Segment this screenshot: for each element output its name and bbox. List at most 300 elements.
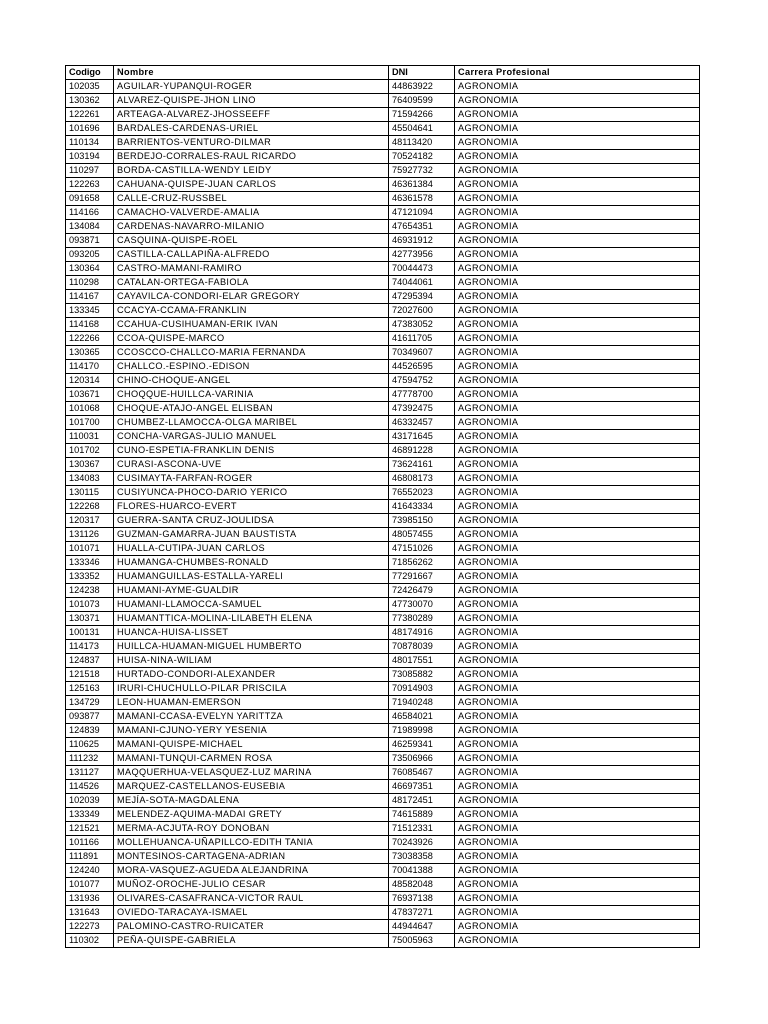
table-row [66,402,700,416]
cell-codigo: 102035 [66,80,114,94]
table-row [66,206,700,220]
cell-dni: 48017551 [389,654,455,668]
cell-codigo: 114173 [66,640,114,654]
table-row [66,248,700,262]
cell-codigo: 110031 [66,430,114,444]
cell-codigo: 102039 [66,794,114,808]
cell-codigo: 101702 [66,444,114,458]
cell-nombre: MAMANI-CCASA-EVELYN YARITTZA [114,710,389,724]
table-row [66,542,700,556]
cell-carrera: AGRONOMIA [455,696,700,710]
cell-nombre: CASTILLA-CALLAPIÑA-ALFREDO [114,248,389,262]
cell-codigo: 122266 [66,332,114,346]
cell-nombre: PALOMINO-CASTRO-RUICATER [114,920,389,934]
cell-dni: 47594752 [389,374,455,388]
cell-carrera: AGRONOMIA [455,626,700,640]
cell-carrera: AGRONOMIA [455,458,700,472]
cell-dni: 43171645 [389,430,455,444]
cell-nombre: FLORES-HUARCO-EVERT [114,500,389,514]
cell-codigo: 131643 [66,906,114,920]
cell-carrera: AGRONOMIA [455,514,700,528]
cell-codigo: 133349 [66,808,114,822]
cell-nombre: HUAMANI-AYME-GUALDIR [114,584,389,598]
table-row [66,150,700,164]
table-body [66,66,700,948]
table-row [66,122,700,136]
header-nombre: Nombre [114,66,389,80]
cell-codigo: 100131 [66,626,114,640]
cell-dni: 70524182 [389,150,455,164]
table-row [66,822,700,836]
cell-dni: 72027600 [389,304,455,318]
cell-carrera: AGRONOMIA [455,444,700,458]
cell-carrera: AGRONOMIA [455,710,700,724]
cell-nombre: CALLE-CRUZ-RUSSBEL [114,192,389,206]
student-roster-table [65,65,700,948]
cell-nombre: HUALLA-CUTIPA-JUAN CARLOS [114,542,389,556]
cell-nombre: BARRIENTOS-VENTURO-DILMAR [114,136,389,150]
cell-carrera: AGRONOMIA [455,80,700,94]
table-row [66,444,700,458]
cell-codigo: 130371 [66,612,114,626]
cell-dni: 47121094 [389,206,455,220]
cell-dni: 44863922 [389,80,455,94]
table-row [66,668,700,682]
cell-dni: 73506966 [389,752,455,766]
cell-codigo: 120317 [66,514,114,528]
cell-nombre: MELENDEZ-AQUIMA-MADAI GRETY [114,808,389,822]
cell-nombre: CAHUANA-QUISPE-JUAN CARLOS [114,178,389,192]
table-row [66,920,700,934]
cell-codigo: 093871 [66,234,114,248]
cell-dni: 73624161 [389,458,455,472]
cell-dni: 44526595 [389,360,455,374]
cell-nombre: MONTESINOS-CARTAGENA-ADRIAN [114,850,389,864]
cell-dni: 41611705 [389,332,455,346]
cell-codigo: 133345 [66,304,114,318]
cell-nombre: CHALLCO.-ESPINO.-EDISON [114,360,389,374]
cell-codigo: 124837 [66,654,114,668]
cell-codigo: 101700 [66,416,114,430]
cell-carrera: AGRONOMIA [455,402,700,416]
table-row [66,696,700,710]
cell-carrera: AGRONOMIA [455,612,700,626]
cell-carrera: AGRONOMIA [455,542,700,556]
table-row [66,794,700,808]
cell-carrera: AGRONOMIA [455,234,700,248]
cell-codigo: 091658 [66,192,114,206]
cell-nombre: MORA-VASQUEZ-AGUEDA ALEJANDRINA [114,864,389,878]
cell-nombre: CUSIMAYTA-FARFAN-ROGER [114,472,389,486]
cell-nombre: MUÑOZ-OROCHE-JULIO CESAR [114,878,389,892]
cell-codigo: 122263 [66,178,114,192]
cell-dni: 46808173 [389,472,455,486]
cell-dni: 74615889 [389,808,455,822]
cell-carrera: AGRONOMIA [455,192,700,206]
table-row [66,178,700,192]
table-row [66,136,700,150]
cell-carrera: AGRONOMIA [455,850,700,864]
table-row [66,514,700,528]
cell-nombre: OVIEDO-TARACAYA-ISMAEL [114,906,389,920]
cell-dni: 44944647 [389,920,455,934]
cell-dni: 71989998 [389,724,455,738]
cell-codigo: 134084 [66,220,114,234]
table-row [66,906,700,920]
cell-carrera: AGRONOMIA [455,136,700,150]
cell-nombre: IRURI-CHUCHULLO-PILAR PRISCILA [114,682,389,696]
cell-dni: 71856262 [389,556,455,570]
cell-nombre: HUAMANI-LLAMOCCA-SAMUEL [114,598,389,612]
cell-nombre: HUILLCA-HUAMAN-MIGUEL HUMBERTO [114,640,389,654]
cell-codigo: 131127 [66,766,114,780]
cell-dni: 47778700 [389,388,455,402]
table-row [66,388,700,402]
cell-nombre: CHINO-CHOQUE-ANGEL [114,374,389,388]
table-row [66,878,700,892]
cell-carrera: AGRONOMIA [455,738,700,752]
cell-dni: 48582048 [389,878,455,892]
cell-nombre: MAQQUERHUA-VELASQUEZ-LUZ MARINA [114,766,389,780]
cell-codigo: 114168 [66,318,114,332]
cell-codigo: 130364 [66,262,114,276]
cell-dni: 72426479 [389,584,455,598]
cell-dni: 71940248 [389,696,455,710]
cell-dni: 47392475 [389,402,455,416]
cell-dni: 47151026 [389,542,455,556]
cell-codigo: 124240 [66,864,114,878]
cell-nombre: MOLLEHUANCA-UÑAPILLCO-EDITH TANIA [114,836,389,850]
cell-dni: 76085467 [389,766,455,780]
cell-codigo: 114167 [66,290,114,304]
cell-nombre: GUERRA-SANTA CRUZ-JOULIDSA [114,514,389,528]
cell-nombre: HURTADO-CONDORI-ALEXANDER [114,668,389,682]
table-row [66,486,700,500]
cell-carrera: AGRONOMIA [455,836,700,850]
cell-dni: 47383052 [389,318,455,332]
table-row [66,682,700,696]
cell-dni: 71512331 [389,822,455,836]
cell-dni: 47837271 [389,906,455,920]
cell-codigo: 134083 [66,472,114,486]
cell-codigo: 114170 [66,360,114,374]
cell-carrera: AGRONOMIA [455,598,700,612]
table-row [66,304,700,318]
cell-carrera: AGRONOMIA [455,304,700,318]
cell-carrera: AGRONOMIA [455,528,700,542]
cell-dni: 46697351 [389,780,455,794]
cell-carrera: AGRONOMIA [455,570,700,584]
cell-nombre: BORDA-CASTILLA-WENDY LEIDY [114,164,389,178]
cell-carrera: AGRONOMIA [455,584,700,598]
cell-nombre: CUNO-ESPETIA-FRANKLIN DENIS [114,444,389,458]
cell-dni: 71594266 [389,108,455,122]
cell-codigo: 103671 [66,388,114,402]
cell-dni: 46332457 [389,416,455,430]
cell-codigo: 101696 [66,122,114,136]
table-row [66,276,700,290]
cell-nombre: ALVAREZ-QUISPE-JHON LINO [114,94,389,108]
cell-codigo: 131936 [66,892,114,906]
cell-dni: 73038358 [389,850,455,864]
cell-dni: 48057455 [389,528,455,542]
table-row [66,640,700,654]
cell-nombre: CATALAN-ORTEGA-FABIOLA [114,276,389,290]
cell-nombre: HUAMANGUILLAS-ESTALLA-YARELI [114,570,389,584]
cell-dni: 48113420 [389,136,455,150]
table-row [66,724,700,738]
table-row [66,430,700,444]
cell-codigo: 124238 [66,584,114,598]
cell-dni: 77380289 [389,612,455,626]
cell-carrera: AGRONOMIA [455,486,700,500]
cell-carrera: AGRONOMIA [455,934,700,948]
cell-dni: 70044473 [389,262,455,276]
cell-carrera: AGRONOMIA [455,822,700,836]
table-header-row [66,66,700,80]
table-row [66,766,700,780]
cell-nombre: HUANCA-HUISA-LISSET [114,626,389,640]
cell-nombre: ARTEAGA-ALVAREZ-JHOSSEEFF [114,108,389,122]
cell-carrera: AGRONOMIA [455,248,700,262]
cell-codigo: 130362 [66,94,114,108]
table-row [66,360,700,374]
cell-codigo: 122273 [66,920,114,934]
cell-nombre: CHOQUE-ATAJO-ANGEL ELISBAN [114,402,389,416]
table-row [66,780,700,794]
cell-carrera: AGRONOMIA [455,920,700,934]
cell-carrera: AGRONOMIA [455,682,700,696]
cell-nombre: OLIVARES-CASAFRANCA-VICTOR RAUL [114,892,389,906]
cell-dni: 46361384 [389,178,455,192]
cell-codigo: 120314 [66,374,114,388]
cell-codigo: 133346 [66,556,114,570]
cell-dni: 42773956 [389,248,455,262]
cell-dni: 75927732 [389,164,455,178]
cell-codigo: 122268 [66,500,114,514]
cell-carrera: AGRONOMIA [455,332,700,346]
cell-carrera: AGRONOMIA [455,864,700,878]
cell-dni: 76937138 [389,892,455,906]
cell-carrera: AGRONOMIA [455,220,700,234]
cell-nombre: HUAMANGA-CHUMBES-RONALD [114,556,389,570]
cell-codigo: 130365 [66,346,114,360]
table-row [66,752,700,766]
cell-carrera: AGRONOMIA [455,178,700,192]
cell-codigo: 110297 [66,164,114,178]
cell-dni: 76409599 [389,94,455,108]
cell-codigo: 122261 [66,108,114,122]
table-row [66,528,700,542]
cell-codigo: 110134 [66,136,114,150]
cell-nombre: CCOA-QUISPE-MARCO [114,332,389,346]
header-dni: DNI [389,66,455,80]
cell-carrera: AGRONOMIA [455,556,700,570]
cell-dni: 70349607 [389,346,455,360]
table-row [66,850,700,864]
cell-dni: 48172451 [389,794,455,808]
table-row [66,94,700,108]
cell-nombre: CURASI-ASCONA-UVE [114,458,389,472]
cell-carrera: AGRONOMIA [455,640,700,654]
cell-nombre: MERMA-ACJUTA-ROY DONOBAN [114,822,389,836]
cell-carrera: AGRONOMIA [455,752,700,766]
header-carrera-profesional: Carrera Profesional [455,66,700,80]
cell-nombre: CONCHA-VARGAS-JULIO MANUEL [114,430,389,444]
cell-codigo: 114526 [66,780,114,794]
cell-dni: 76552023 [389,486,455,500]
cell-codigo: 101166 [66,836,114,850]
cell-codigo: 121521 [66,822,114,836]
cell-carrera: AGRONOMIA [455,906,700,920]
cell-codigo: 125163 [66,682,114,696]
cell-nombre: CCOSCCO-CHALLCO-MARIA FERNANDA [114,346,389,360]
cell-dni: 48174916 [389,626,455,640]
table-row [66,500,700,514]
cell-nombre: AGUILAR-YUPANQUI-ROGER [114,80,389,94]
cell-nombre: MARQUEZ-CASTELLANOS-EUSEBIA [114,780,389,794]
cell-carrera: AGRONOMIA [455,808,700,822]
cell-carrera: AGRONOMIA [455,892,700,906]
cell-dni: 46259341 [389,738,455,752]
table-row [66,346,700,360]
cell-nombre: CHOQQUE-HUILLCA-VARINIA [114,388,389,402]
cell-carrera: AGRONOMIA [455,276,700,290]
cell-nombre: CAMACHO-VALVERDE-AMALIA [114,206,389,220]
cell-codigo: 101073 [66,598,114,612]
cell-nombre: MAMANI-CJUNO-YERY YESENIA [114,724,389,738]
table-row [66,458,700,472]
cell-carrera: AGRONOMIA [455,668,700,682]
cell-codigo: 124839 [66,724,114,738]
table-row [66,934,700,948]
cell-carrera: AGRONOMIA [455,780,700,794]
cell-carrera: AGRONOMIA [455,290,700,304]
cell-codigo: 130367 [66,458,114,472]
table-row [66,262,700,276]
cell-codigo: 093205 [66,248,114,262]
cell-codigo: 131126 [66,528,114,542]
table-row [66,612,700,626]
cell-carrera: AGRONOMIA [455,416,700,430]
cell-codigo: 093877 [66,710,114,724]
cell-nombre: CASTRO-MAMANI-RAMIRO [114,262,389,276]
cell-codigo: 101068 [66,402,114,416]
table-row [66,598,700,612]
cell-codigo: 101071 [66,542,114,556]
cell-dni: 47654351 [389,220,455,234]
cell-carrera: AGRONOMIA [455,206,700,220]
cell-carrera: AGRONOMIA [455,164,700,178]
table-row [66,318,700,332]
cell-carrera: AGRONOMIA [455,766,700,780]
cell-carrera: AGRONOMIA [455,108,700,122]
cell-nombre: GUZMAN-GAMARRA-JUAN BAUSTISTA [114,528,389,542]
cell-codigo: 114166 [66,206,114,220]
cell-nombre: CUSIYUNCA-PHOCO-DARIO YERICO [114,486,389,500]
table-row [66,192,700,206]
cell-nombre: CARDENAS-NAVARRO-MILANIO [114,220,389,234]
cell-carrera: AGRONOMIA [455,94,700,108]
cell-carrera: AGRONOMIA [455,388,700,402]
table-row [66,864,700,878]
cell-codigo: 121518 [66,668,114,682]
cell-dni: 47730070 [389,598,455,612]
cell-codigo: 134729 [66,696,114,710]
cell-carrera: AGRONOMIA [455,122,700,136]
cell-dni: 41643334 [389,500,455,514]
cell-nombre: CCACYA-CCAMA-FRANKLIN [114,304,389,318]
table-row [66,290,700,304]
cell-carrera: AGRONOMIA [455,878,700,892]
cell-codigo: 101077 [66,878,114,892]
cell-nombre: PEÑA-QUISPE-GABRIELA [114,934,389,948]
cell-codigo: 111891 [66,850,114,864]
cell-nombre: BERDEJO-CORRALES-RAUL RICARDO [114,150,389,164]
cell-dni: 70878039 [389,640,455,654]
cell-dni: 70243926 [389,836,455,850]
cell-codigo: 130115 [66,486,114,500]
table-row [66,626,700,640]
cell-dni: 74044061 [389,276,455,290]
table-row [66,80,700,94]
cell-carrera: AGRONOMIA [455,318,700,332]
cell-codigo: 110625 [66,738,114,752]
cell-dni: 45504641 [389,122,455,136]
table-row [66,234,700,248]
cell-dni: 73985150 [389,514,455,528]
cell-nombre: MAMANI-QUISPE-MICHAEL [114,738,389,752]
cell-carrera: AGRONOMIA [455,150,700,164]
cell-nombre: MAMANI-TUNQUI-CARMEN ROSA [114,752,389,766]
table-row [66,710,700,724]
cell-codigo: 133352 [66,570,114,584]
cell-nombre: CAYAVILCA-CONDORI-ELAR GREGORY [114,290,389,304]
table-row [66,654,700,668]
cell-nombre: CASQUINA-QUISPE-ROEL [114,234,389,248]
table-row [66,332,700,346]
cell-dni: 46584021 [389,710,455,724]
cell-dni: 70041388 [389,864,455,878]
cell-nombre: BARDALES-CARDENAS-URIEL [114,122,389,136]
cell-dni: 73085882 [389,668,455,682]
table-row [66,570,700,584]
cell-carrera: AGRONOMIA [455,794,700,808]
cell-dni: 77291667 [389,570,455,584]
cell-nombre: HUISA-NINA-WILIAM [114,654,389,668]
table-row [66,164,700,178]
cell-carrera: AGRONOMIA [455,430,700,444]
cell-nombre: HUAMANTTICA-MOLINA-LILABETH ELENA [114,612,389,626]
cell-dni: 75005963 [389,934,455,948]
cell-nombre: CHUMBEZ-LLAMOCCA-OLGA MARIBEL [114,416,389,430]
cell-carrera: AGRONOMIA [455,654,700,668]
cell-carrera: AGRONOMIA [455,360,700,374]
cell-dni: 47295394 [389,290,455,304]
cell-dni: 46361578 [389,192,455,206]
cell-nombre: MEJÍA-SOTA-MAGDALENA [114,794,389,808]
cell-dni: 46891228 [389,444,455,458]
cell-codigo: 103194 [66,150,114,164]
cell-dni: 46931912 [389,234,455,248]
header-codigo: Codigo [66,66,114,80]
cell-carrera: AGRONOMIA [455,374,700,388]
cell-carrera: AGRONOMIA [455,500,700,514]
cell-dni: 70914903 [389,682,455,696]
table-row [66,808,700,822]
cell-codigo: 111232 [66,752,114,766]
cell-nombre: LEON-HUAMAN-EMERSON [114,696,389,710]
